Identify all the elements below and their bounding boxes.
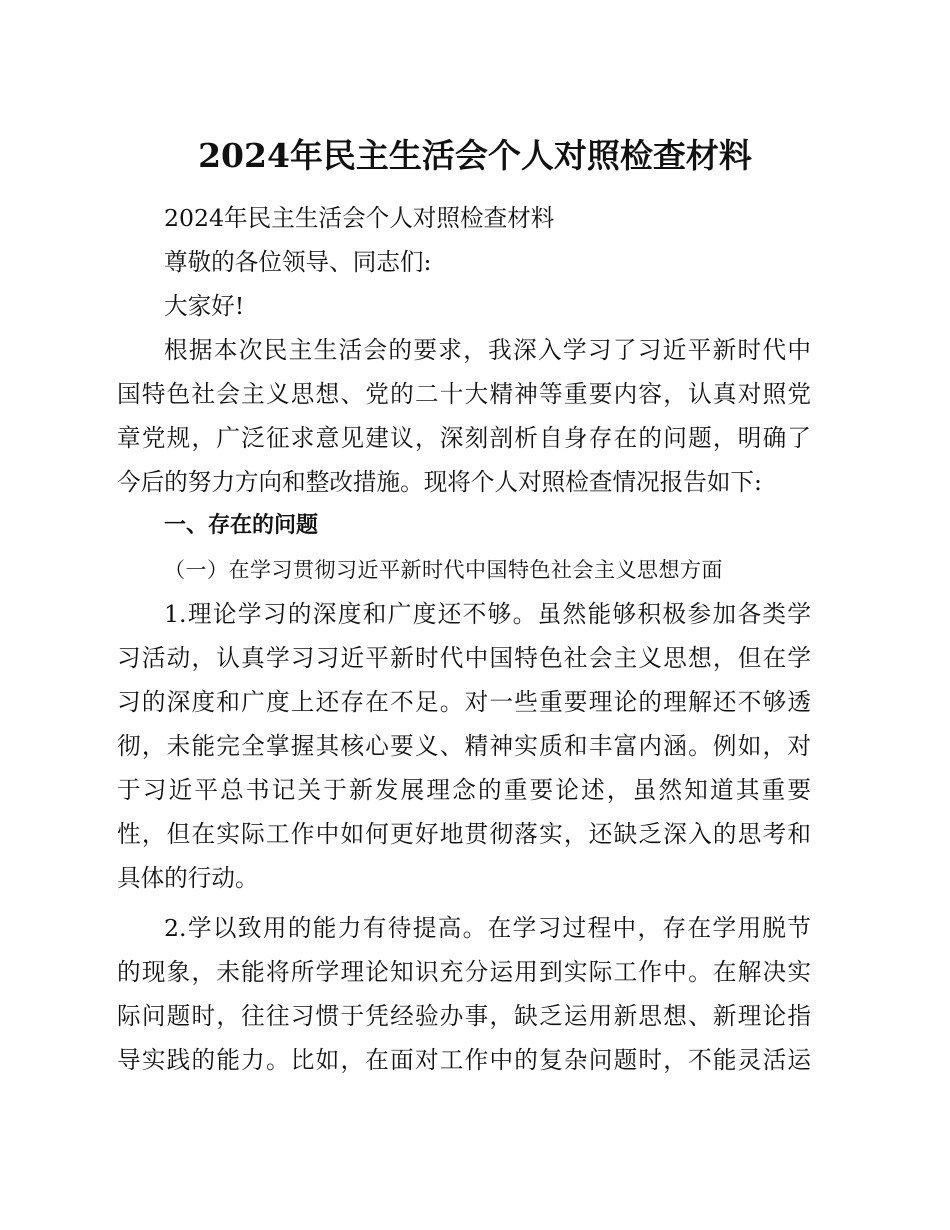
salutation: 尊敬的各位领导、同志们: bbox=[164, 248, 432, 276]
greeting: 大家好! bbox=[164, 292, 245, 320]
document-body bbox=[117, 196, 811, 1082]
item-2-line: 2.学以致用的能力有待提高。在学习过程中，存在学用脱节 bbox=[164, 914, 811, 942]
item-2-line: 的现象，未能将所学理论知识充分运用到实际工作中。在解决实 bbox=[117, 958, 811, 986]
item-1-paragraph bbox=[117, 592, 811, 900]
item-1-line: 于习近平总书记关于新发展理念的重要论述，虽然知道其重要 bbox=[117, 776, 811, 804]
document-subtitle: 2024年民主生活会个人对照检查材料 bbox=[164, 204, 555, 232]
item-1-line: 性，但在实际工作中如何更好地贯彻落实，还缺乏深入的思考和 bbox=[117, 820, 811, 848]
intro-line: 章党规，广泛征求意见建议，深刻剖析自身存在的问题，明确了 bbox=[117, 424, 811, 452]
item-1-line: 习活动，认真学习习近平新时代中国特色社会主义思想，但在学 bbox=[117, 644, 811, 672]
intro-line: 今后的努力方向和整改措施。现将个人对照检查情况报告如下: bbox=[117, 468, 762, 496]
item-2-line: 导实践的能力。比如，在面对工作中的复杂问题时，不能灵活运 bbox=[117, 1046, 811, 1074]
item-1-line: 彻，未能完全掌握其核心要义、精神实质和丰富内涵。例如，对 bbox=[117, 732, 811, 760]
item-1-line: 习的深度和广度上还存在不足。对一些重要理论的理解还不够透 bbox=[117, 688, 811, 716]
item-2-line: 际问题时，往往习惯于凭经验办事，缺乏运用新思想、新理论指 bbox=[117, 1002, 811, 1030]
sub-heading: （一）在学习贯彻习近平新时代中国特色社会主义思想方面 bbox=[164, 558, 723, 582]
intro-line: 国特色社会主义思想、党的二十大精神等重要内容，认真对照党 bbox=[117, 380, 811, 408]
item-1-line: 具体的行动。 bbox=[117, 864, 259, 892]
section-heading: 一、存在的问题 bbox=[164, 513, 319, 538]
item-2-paragraph bbox=[117, 906, 811, 1082]
document-title: 2024年民主生活会个人对照检查材料 bbox=[198, 136, 752, 175]
intro-paragraph bbox=[117, 328, 811, 504]
item-1-line: 1.理论学习的深度和广度还不够。虽然能够积极参加各类学 bbox=[164, 600, 811, 628]
intro-line: 根据本次民主生活会的要求，我深入学习了习近平新时代中 bbox=[164, 336, 811, 364]
